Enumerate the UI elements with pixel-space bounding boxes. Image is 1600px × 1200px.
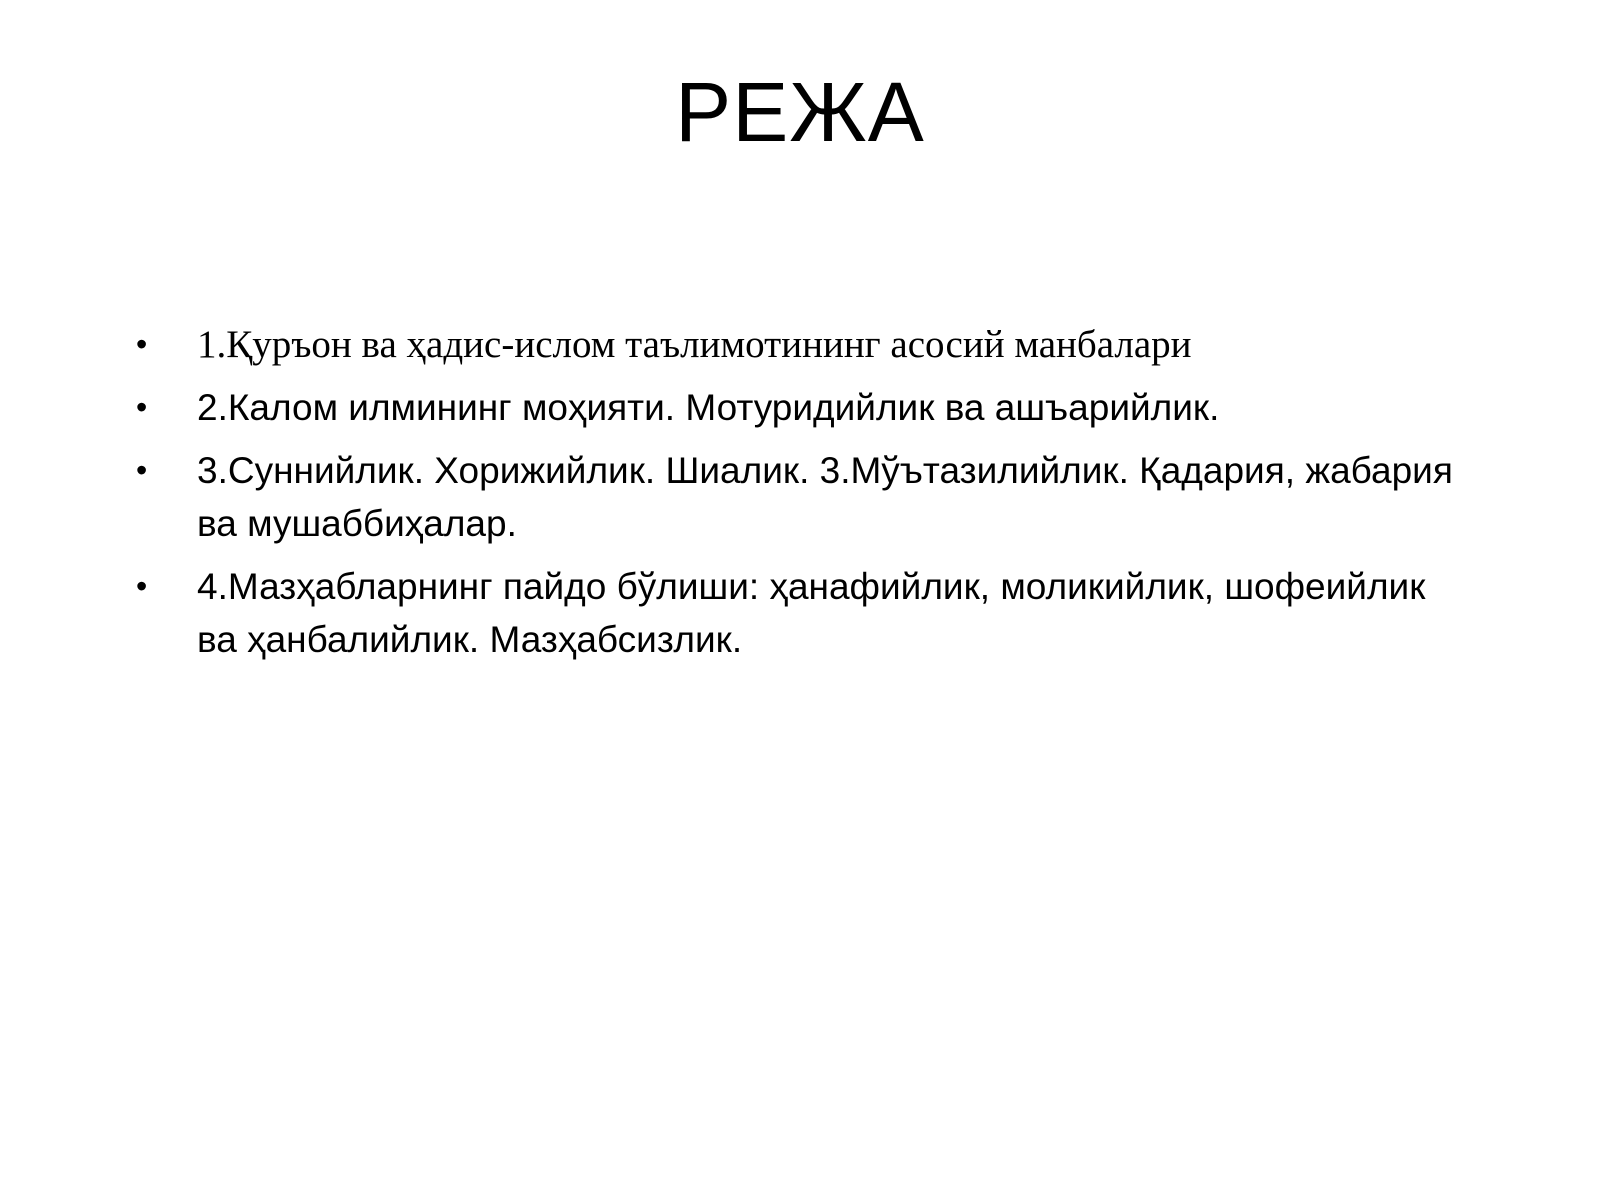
bullet-icon: •: [136, 568, 148, 604]
list-item-text: 2.Калом илмининг моҳияти. Мотуридийлик ва ашъарийлик.: [197, 387, 1220, 428]
list-item: [136, 381, 1456, 434]
list-item-text: 1.Қуръон ва ҳадис-ислом таълимотининг асосий манбалари: [197, 323, 1192, 366]
bullet-list: [136, 318, 1456, 676]
list-item-text: 3.Суннийлик. Хорижийлик. Шиалик. 3.Мўътазилийлик. Қадария, жабария ва мушаббиҳалар.: [197, 450, 1453, 544]
bullet-icon: •: [136, 452, 148, 488]
list-item: [136, 560, 1456, 666]
bullet-icon: •: [136, 389, 148, 425]
slide-title: РЕЖА: [675, 65, 925, 159]
list-item: [136, 318, 1456, 371]
bullet-icon: •: [136, 326, 148, 362]
list-item-text: 4.Мазҳабларнинг пайдо бўлиши: ҳанафийлик, моликийлик, шофеийлик ва ҳанбалийлик. Мазҳабсизлик.: [197, 566, 1426, 660]
list-item: [136, 444, 1456, 550]
